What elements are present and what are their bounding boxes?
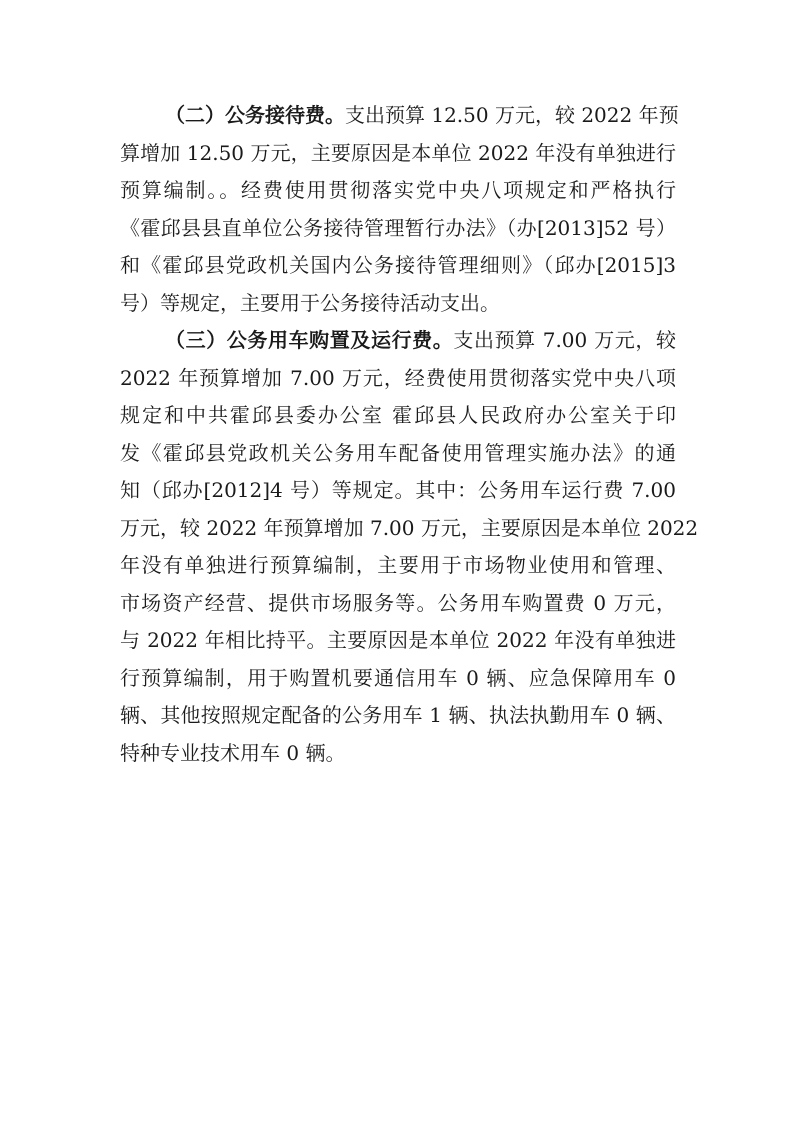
paragraph-line: 万元，较 2022 年预算增加 7.00 万元，主要原因是本单位 2022 [120,515,699,540]
paragraph-line: 知（邱办[2012]4 号）等规定。其中：公务用车运行费 7.00 [120,478,676,502]
document-body [120,97,699,772]
paragraph-line: （三）公务用车购置及运行费。支出预算 7.00 万元，较 [165,328,677,352]
paragraph-line: 特种专业技术用车 0 辆。 [120,740,346,765]
paragraph-line: 预算编制。。经费使用贯彻落实党中央八项规定和严格执行 [120,178,676,202]
section-heading: （三）公务用车购置及运行费。 [165,328,454,352]
paragraph-line: 《霍邱县县直单位公务接待管理暂行办法》（办[2013]52 号） [120,215,676,240]
paragraph-line: 2022 年预算增加 7.00 万元，经费使用贯彻落实党中央八项 [120,365,676,390]
paragraph-line: 规定和中共霍邱县委办公室 霍邱县人民政府办公室关于印 [120,403,676,427]
paragraph-line: 发《霍邱县党政机关公务用车配备使用管理实施办法》的通 [120,440,676,465]
paragraph-line: 算增加 12.50 万元，主要原因是本单位 2022 年没有单独进行 [120,140,676,165]
paragraph-line: 号）等规定，主要用于公务接待活动支出。 [120,290,500,315]
paragraph-line: 市场资产经营、提供市场服务等。公务用车购置费 0 万元， [120,590,676,615]
paragraph-line: 与 2022 年相比持平。主要原因是本单位 2022 年没有单独进 [120,628,676,652]
paragraph-line: 行预算编制，用于购置机要通信用车 0 辆、应急保障用车 0 [120,665,676,690]
paragraph-reception-expenses [120,97,679,322]
section-heading: （二）公务接待费。 [165,103,345,127]
paragraph-line: 和《霍邱县党政机关国内公务接待管理细则》（邱办[2015]3 [120,253,676,277]
paragraph-line: 辆、其他按照规定配备的公务用车 1 辆、执法执勤用车 0 辆、 [120,703,676,727]
paragraph-line: 年没有单独进行预算编制，主要用于市场物业使用和管理、 [120,553,676,577]
paragraph-line: （二）公务接待费。支出预算 12.50 万元，较 2022 年预 [165,103,679,127]
paragraph-vehicle-expenses [120,322,699,772]
